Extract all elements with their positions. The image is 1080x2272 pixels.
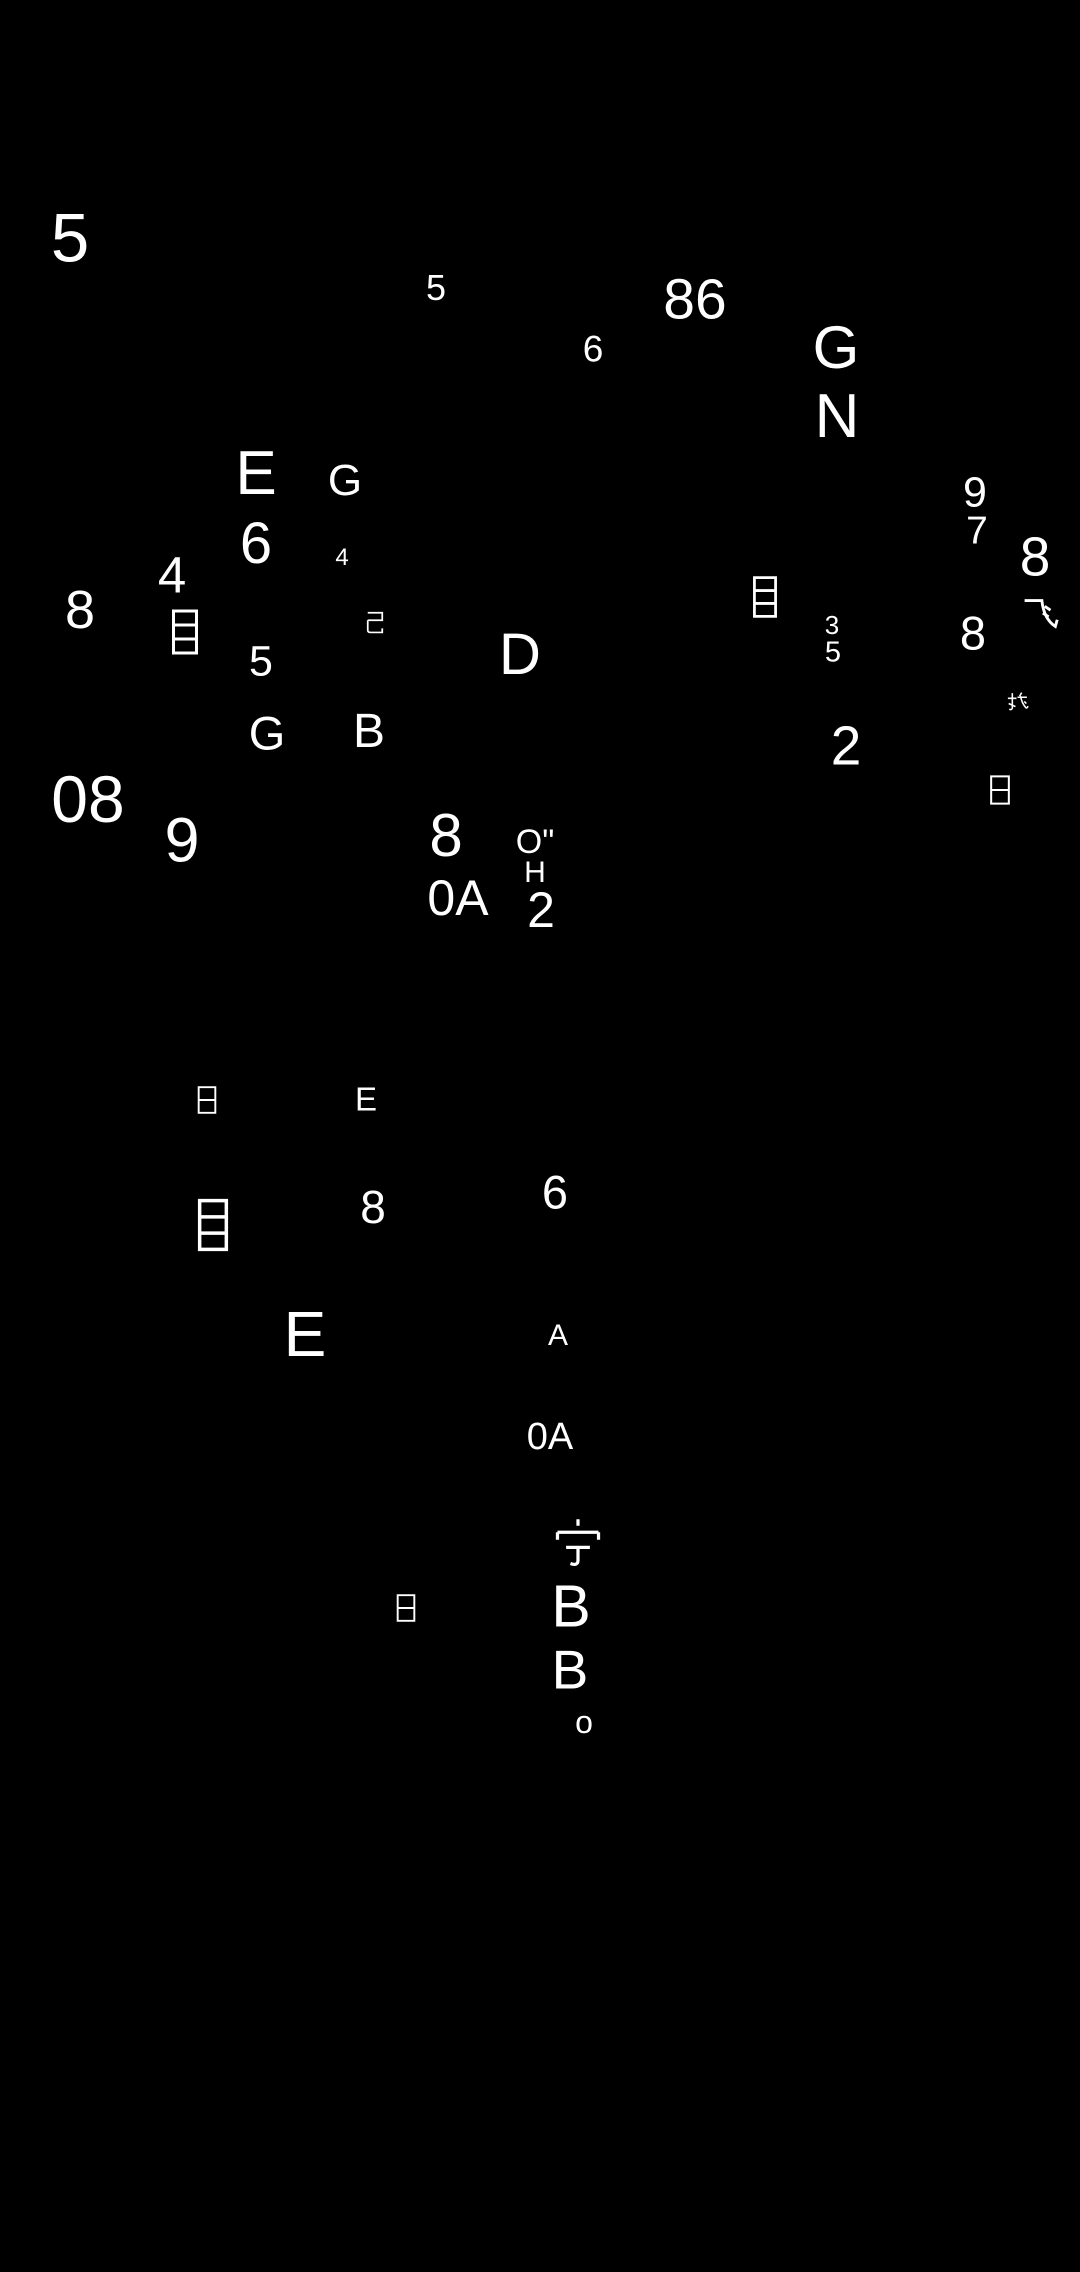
cjk-stroke-icon [184,1196,242,1254]
floating-glyph: G [327,456,363,505]
floating-glyph: 5 [425,267,447,308]
cjk-stroke-icon [160,607,210,657]
floating-glyph [742,574,788,620]
floating-glyph: N [814,382,860,451]
floating-glyph [1004,690,1030,716]
cjk-stroke-icon [191,1084,223,1116]
floating-glyph: 4 [335,544,349,571]
floating-glyph: B [551,1638,589,1701]
floating-glyph: 0A [526,1416,574,1458]
floating-glyph: 5 [824,636,842,669]
floating-glyph: 6 [582,328,604,370]
floating-glyph: E [354,1080,378,1118]
floating-glyph [983,773,1017,807]
floating-glyph: 4 [157,546,187,604]
floating-glyph: G [248,706,286,760]
cjk-stroke-icon [361,608,390,637]
floating-glyph: 08 [51,762,125,836]
floating-glyph: 8 [959,606,987,660]
floating-glyph [1015,590,1063,638]
floating-glyph [191,1084,223,1116]
floating-glyph: E [235,439,277,508]
floating-glyph: 5 [249,637,273,686]
floating-glyph [390,1592,422,1624]
cjk-stroke-icon [551,1516,605,1570]
floating-glyph: 8 [1019,525,1051,588]
cjk-stroke-icon [742,574,788,620]
floating-glyph: D [499,622,541,687]
cjk-stroke-icon [1015,590,1063,638]
floating-glyph: 5 [50,199,90,277]
cjk-stroke-icon [390,1592,422,1624]
floating-glyph: 3 [824,610,840,640]
floating-glyph: 6 [239,511,273,576]
floating-glyph: B [551,1573,591,1640]
cjk-stroke-icon [983,773,1017,807]
floating-glyph: 0A [427,870,489,926]
floating-glyph: 9 [963,468,987,517]
floating-glyph: o [575,1704,593,1740]
floating-glyph: A [547,1319,569,1352]
floating-glyph: 2 [830,714,862,777]
floating-glyph: B [352,705,386,758]
floating-glyph: O" [515,823,555,861]
cjk-stroke-icon [1004,690,1030,716]
floating-glyph: 7 [966,509,988,553]
floating-glyph [551,1516,605,1570]
floating-glyph: 8 [360,1181,386,1233]
floating-glyph [184,1196,242,1254]
floating-glyph: 9 [164,805,200,876]
floating-glyph: E [283,1298,327,1370]
floating-glyph: 86 [663,267,727,332]
floating-glyph: 6 [541,1165,569,1219]
floating-glyph: 8 [429,802,463,869]
floating-glyph: 2 [527,882,555,938]
floating-glyph [160,607,210,657]
floating-glyph: 8 [64,580,96,640]
floating-glyph: G [812,314,860,381]
floating-glyph [361,608,390,637]
floating-glyph: H [524,856,546,889]
